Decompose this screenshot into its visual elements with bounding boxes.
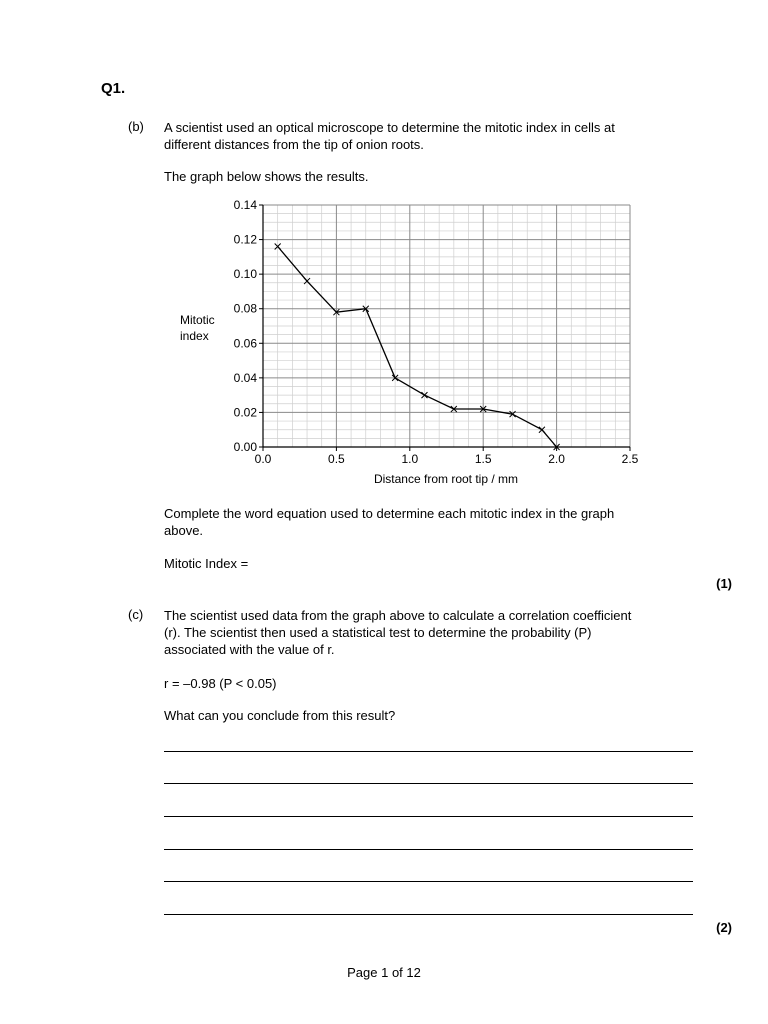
answer-line-5[interactable]	[164, 881, 693, 882]
x-tick-label: 1.5	[474, 452, 492, 466]
page-number: Page 1 of 12	[347, 965, 421, 980]
answer-line-4[interactable]	[164, 849, 693, 850]
correlation-result: r = –0.98 (P < 0.05)	[164, 676, 277, 691]
y-tick-label: 0.12	[233, 232, 257, 247]
part-b-intro	[164, 119, 704, 153]
chart-axes	[259, 205, 630, 451]
y-tick-label: 0.08	[233, 301, 257, 316]
part-b-marks: (1)	[716, 576, 732, 591]
part-b-label: (b)	[128, 119, 144, 134]
graph-intro: The graph below shows the results.	[164, 169, 369, 184]
part-c-line-2: (r). The scientist then used a statistical test to determine the probability (P)	[164, 625, 592, 640]
x-tick-label: 1.0	[401, 452, 419, 466]
y-tick-label: 0.02	[233, 405, 257, 420]
y-tick-label: 0.14	[233, 198, 257, 212]
equation-prompt: Mitotic Index =	[164, 556, 249, 571]
answer-line-2[interactable]	[164, 783, 693, 784]
part-c-line-3: associated with the value of r.	[164, 642, 335, 657]
chart-grid-minor	[263, 205, 630, 447]
part-b-task-line-1: Complete the word equation used to determine each mitotic index in the graph	[164, 506, 615, 521]
x-axis-title: Distance from root tip / mm	[373, 472, 519, 486]
x-tick-label: 0.5	[328, 452, 345, 466]
y-axis-title-line-1: Mitotic	[180, 313, 215, 327]
part-c-marks: (2)	[716, 920, 732, 935]
part-b-intro-line-1: A scientist used an optical microscope to determine the mitotic index in cells at	[164, 120, 615, 135]
question-number: Q1.	[101, 80, 126, 97]
x-tick-label: 2.0	[548, 452, 565, 466]
y-axis-title-line-2: index	[180, 329, 209, 343]
part-b-intro-line-2: different distances from the tip of onion roots.	[164, 137, 424, 152]
mitotic-index-chart	[170, 190, 650, 490]
answer-line-3[interactable]	[164, 816, 693, 817]
y-tick-label: 0.00	[233, 440, 257, 454]
y-tick-label: 0.10	[233, 267, 257, 282]
answer-line-6[interactable]	[164, 914, 693, 915]
x-tick-label: 2.5	[621, 452, 639, 466]
y-tick-label: 0.04	[233, 370, 257, 385]
part-c-label: (c)	[128, 607, 144, 622]
part-c-intro	[164, 607, 704, 658]
x-tick-label: 0.0	[254, 452, 272, 466]
part-b-task-line-2: above.	[164, 523, 204, 538]
part-c-question: What can you conclude from this result?	[164, 708, 396, 723]
answer-line-1[interactable]	[164, 751, 693, 752]
part-b-task	[164, 505, 704, 539]
x-tick-labels	[255, 452, 639, 466]
y-tick-label: 0.06	[233, 336, 257, 351]
y-tick-labels	[234, 198, 258, 454]
part-c-line-1: The scientist used data from the graph above to calculate a correlation coefficient	[164, 608, 632, 623]
